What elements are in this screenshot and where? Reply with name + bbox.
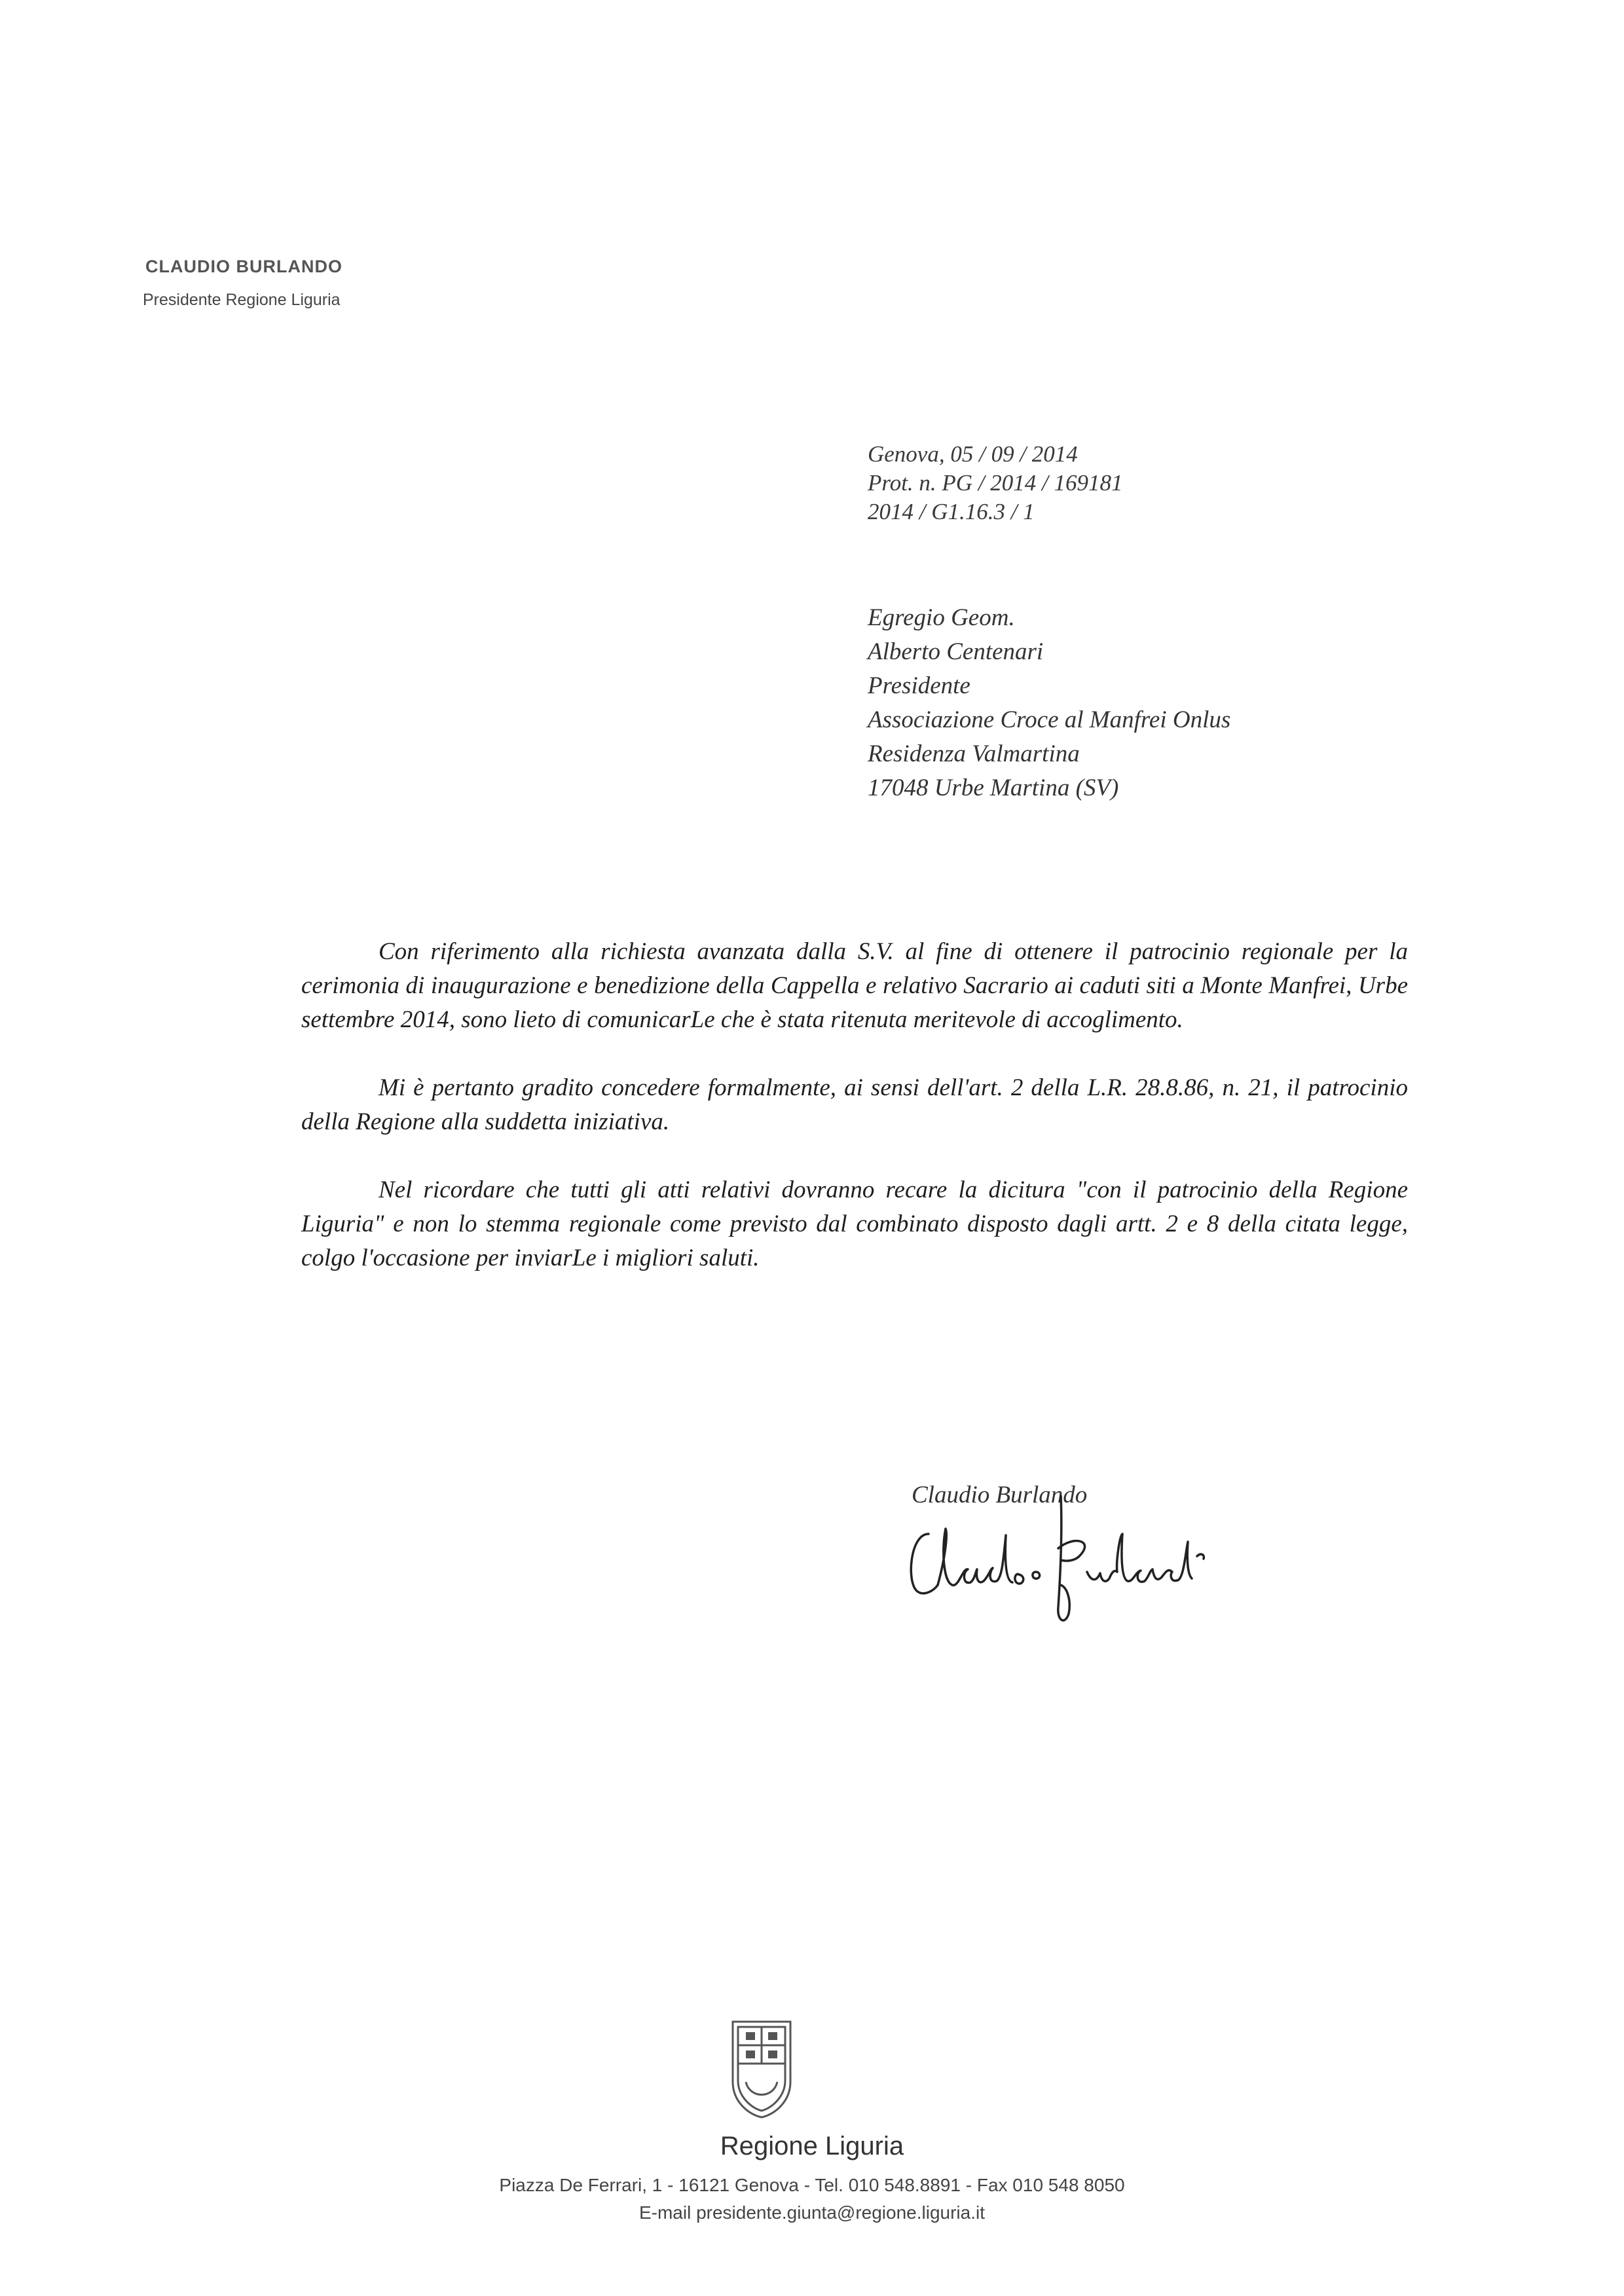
footer-organization: Regione Liguria	[720, 2132, 904, 2160]
letterhead-role: Presidente Regione Liguria	[143, 291, 341, 309]
signature-printed-name: Claudio Burlando	[912, 1482, 1088, 1508]
addressee-salutation: Egregio Geom.	[868, 604, 1015, 631]
protocol-line: Prot. n. PG / 2014 / 169181	[868, 470, 1123, 496]
addressee-name: Alberto Centenari	[868, 638, 1044, 665]
addressee-block	[868, 601, 1230, 805]
date-line: Genova, 05 / 09 / 2014	[868, 441, 1078, 467]
body-paragraph-3: Nel ricordare che tutti gli atti relativi dovranno recare la dicitura "con il patrocinio della Regione Liguria" e non lo stemma regionale come previsto dal combinato disposto dagli artt. 2 e 8 della citata legge, colgo l'occasione per inviarLe i migliori saluti.	[301, 1176, 1408, 1271]
classification-line: 2014 / G1.16.3 / 1	[868, 499, 1035, 524]
addressee-title: Presidente	[868, 672, 970, 699]
body-paragraph-2: Mi è pertanto gradito concedere formalmente, ai sensi dell'art. 2 della L.R. 28.8.86, n. 21, il patrocinio della Regione alla suddetta iniziativa.	[301, 1074, 1408, 1135]
reference-block	[868, 440, 1123, 526]
footer-email: E-mail presidente.giunta@regione.liguria.it	[638, 2202, 986, 2223]
addressee-residence: Residenza Valmartina	[868, 740, 1080, 767]
letter-body	[301, 935, 1408, 1309]
handwritten-signature	[897, 1457, 1264, 1627]
letterhead-name: CLAUDIO BURLANDO	[145, 257, 342, 276]
regione-liguria-crest-icon	[729, 2016, 794, 2121]
addressee-city: 17048 Urbe Martina (SV)	[868, 774, 1119, 801]
body-paragraph-1: Con riferimento alla richiesta avanzata dalla S.V. al fine di ottenere il patrocinio regionale per la cerimonia di inaugurazione e benedizione della Cappella e relativo Sacrario ai caduti siti a Monte Manfrei, Urbe settembre 2014, sono lieto di comunicarLe che è stata ritenuta meritevole di accoglimento.	[301, 938, 1408, 1033]
addressee-organization: Associazione Croce al Manfrei Onlus	[868, 706, 1231, 733]
footer-address: Piazza De Ferrari, 1 - 16121 Genova - Tel. 010 548.8891 - Fax 010 548 8050	[499, 2175, 1125, 2195]
